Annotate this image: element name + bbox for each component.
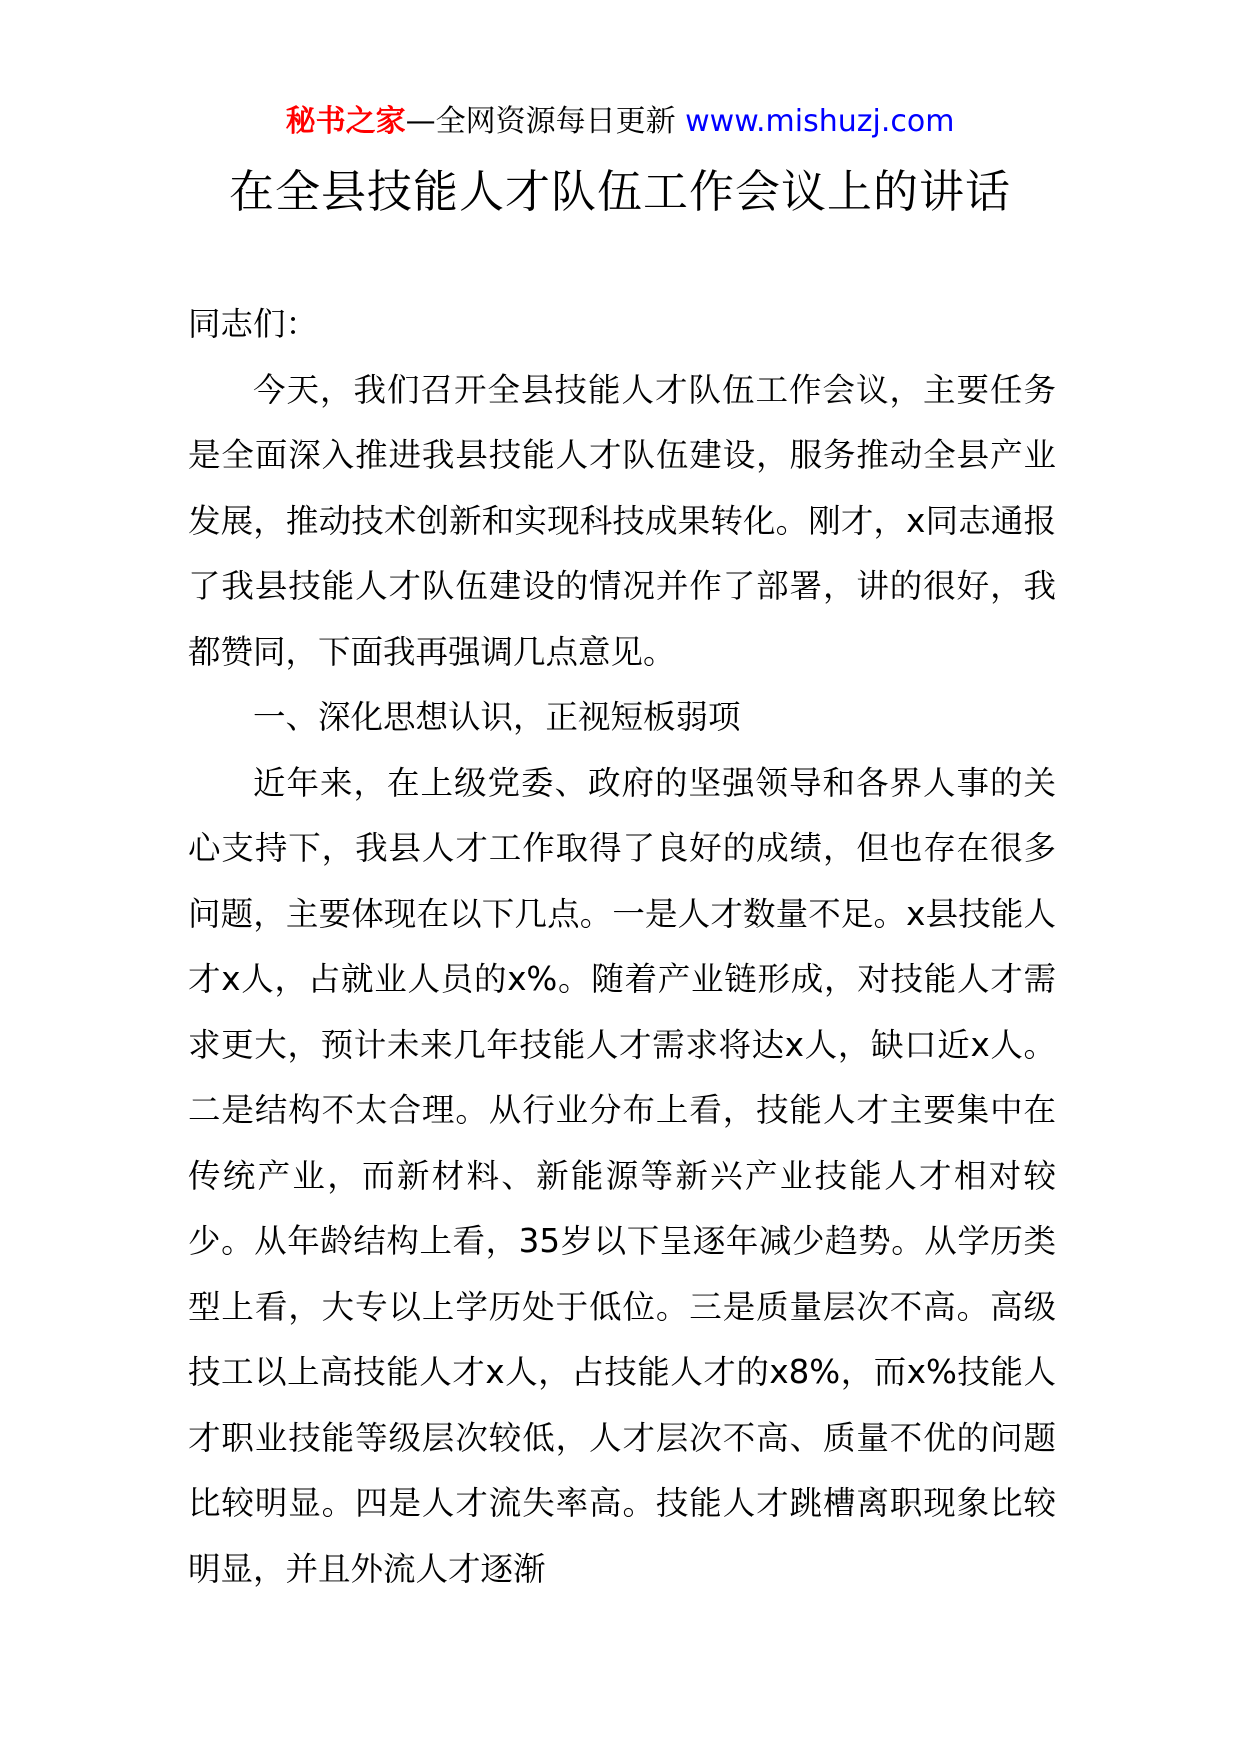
document-title: 在全县技能人才队伍工作会议上的讲话	[228, 165, 1011, 218]
section-heading-1: 一、深化思想认识，正视短板弱项	[253, 698, 741, 736]
paragraph-problems: 近年来，在上级党委、政府的坚强领导和各界人事的关心支持下，我县人才工作取得了良好的成绩，但也存在很多问题，主要体现在以下几点。一是人才数量不足。x县技能人才x人，占就业人员的x%。随着产业链形成，对技能人才需求更大，预计未来几年技能人才需求将达x人，缺口近x人。二是结构不太合理。从行业分布上看，技能人才主要集中在传统产业，而新材料、新能源等新兴产业技能人才相对较少。从年龄结构上看，35岁以下呈逐年减少趋势。从学历类型上看，大专以上学历处于低位。三是质量层次不高。高级技工以上高技能人才x人，占技能人才的x8%，而x%技能人才职业技能等级层次较低，人才层次不高、质量不优的问题比较明显。四是人才流失率高。技能人才跳槽离职现象比较明显，并且外流人才逐渐	[188, 763, 1056, 1588]
site-brand: 秘书之家	[285, 104, 406, 139]
site-header	[0, 102, 1240, 142]
site-tagline: —全网资源每日更新	[405, 104, 686, 139]
salutation: 同志们：	[188, 305, 319, 343]
document-body	[188, 292, 1056, 1602]
paragraph-intro: 今天，我们召开全县技能人才队伍工作会议，主要任务是全面深入推进我县技能人才队伍建设，服务推动全县产业发展，推动技术创新和实现科技成果转化。刚才，x同志通报了我县技能人才队伍建设的情况并作了部署，讲的很好，我都赞同，下面我再强调几点意见。	[188, 370, 1056, 671]
site-url-link[interactable]: www.mishuzj.com	[685, 104, 955, 139]
